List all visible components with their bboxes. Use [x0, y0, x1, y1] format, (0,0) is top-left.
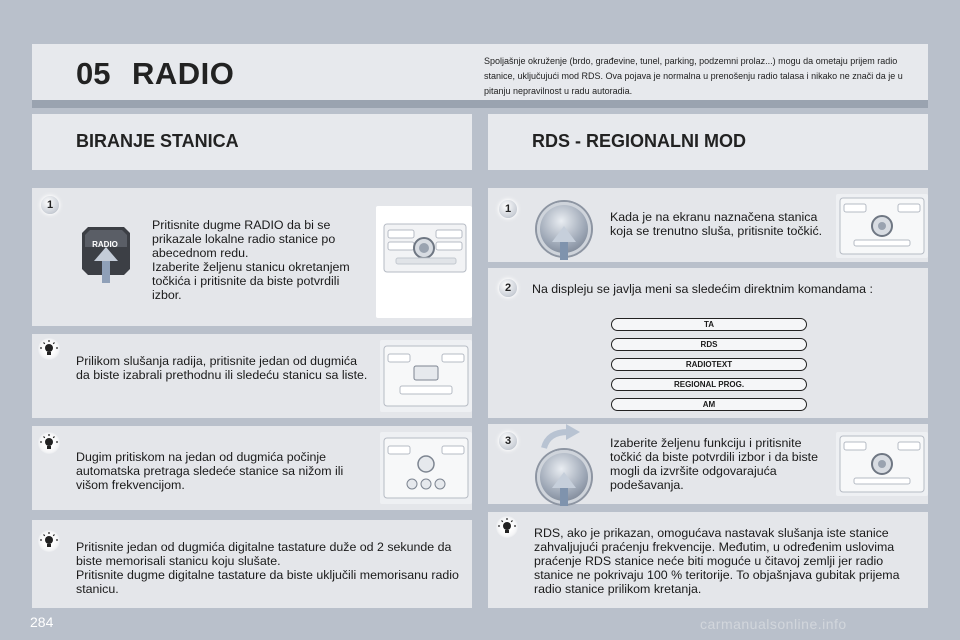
step-badge: 3 — [499, 432, 517, 450]
header-stripe — [32, 100, 928, 108]
radio-button-icon — [80, 225, 130, 275]
left-tip3-text: Pritisnite jedan od dugmića digitalne tastature duže od 2 sekunde da biste memorisali stanicu koju slušate. Pritisnite dugme digitalne tastature da biste uključili memorisanu radio stanicu. — [76, 540, 459, 596]
header-note: Spoljašnje okruženje (brdo, građevine, tunel, parking, podzemni prolaz...) mogu da ometaju prijem radio stanice, uključujući mod RDS. Ova pojava je normalna u prenošenju radio talasa i nikako ne znači da je u pitanju nepravilnost u radu autoradia. — [484, 56, 903, 96]
menu-item-ta: TA — [611, 318, 807, 331]
left-step1-text: Pritisnite dugme RADIO da bi se prikazale lokalne radio stanice po abecednom redu. Izaberite željenu stanicu okretanjem točkića i pritisnite da biste potvrdili izbor. — [152, 218, 350, 302]
menu-item-rds: RDS — [611, 338, 807, 351]
radio-unit-image — [380, 432, 472, 504]
right-section-title: RDS - REGIONALNI MOD — [532, 131, 746, 151]
menu-item-regional-prog: REGIONAL PROG. — [611, 378, 807, 391]
step-badge: 2 — [499, 279, 517, 297]
left-section-title: BIRANJE STANICA — [76, 131, 239, 151]
right-tip-text: RDS, ako je prikazan, omogućava nastavak slušanja iste stanice zahvaljujući praćenju frekvencije. Međutim, u određenim uslovima praćenje RDS stanice neće biti moguće u čitavoj zemlji jer radio stanice ne pokrivaju 100 % teritorije. To objašnjava gubitak prijema radio stanice prilikom kretanja. — [534, 526, 900, 596]
left-tip2-text: Dugim pritiskom na jedan od dugmića počinje automatska pretraga sledeće stanice sa nižom ili višom frekvencijom. — [76, 450, 344, 492]
lightbulb-icon — [496, 516, 518, 538]
press-arrow-icon — [552, 472, 576, 506]
right-step3-text: Izaberite željenu funkciju i pritisnite točkić da biste potvrdili izbor i da biste mogli da izvršite odgovarajuća podešavanja. — [610, 436, 818, 492]
radio-unit-image — [376, 206, 472, 318]
menu-item-radiotext: RADIOTEXT — [611, 358, 807, 371]
page-number: 284 — [30, 614, 54, 630]
radio-unit-image — [380, 340, 472, 412]
right-step1-text: Kada je na ekranu naznačena stanica koja se trenutno sluša, pritisnite točkić. — [610, 210, 823, 238]
radio-button-label: RADIO — [92, 240, 118, 249]
chapter-title: RADIO — [132, 56, 235, 91]
right-step2-text: Na displeju se javlja meni sa sledećim direktnim komandama : — [532, 282, 873, 296]
watermark: carmanualsonline.info — [700, 616, 847, 632]
lightbulb-icon — [38, 338, 60, 360]
press-arrow-icon — [552, 226, 576, 260]
chapter-number: 05 — [76, 56, 111, 91]
menu-item-am: AM — [611, 398, 807, 411]
lightbulb-icon — [38, 432, 60, 454]
step-badge: 1 — [41, 196, 59, 214]
lightbulb-icon — [38, 530, 60, 552]
left-tip1-text: Prilikom slušanja radija, pritisnite jedan od dugmića da biste izabrali prethodnu ili sledeću stanicu sa liste. — [76, 354, 368, 382]
radio-unit-image — [836, 432, 928, 496]
step-badge: 1 — [499, 200, 517, 218]
radio-unit-image — [836, 194, 928, 258]
rotate-arrow-icon — [540, 424, 580, 450]
